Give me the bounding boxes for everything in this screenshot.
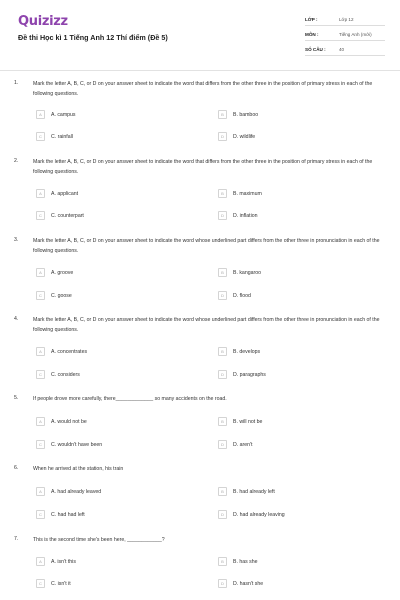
option-letter-box: D: [218, 132, 227, 141]
option-c[interactable]: [36, 510, 85, 519]
option-label: D. aren't: [233, 441, 253, 448]
option-letter-box: B: [218, 487, 227, 496]
option-c[interactable]: [36, 579, 71, 588]
meta-value: Lớp 12: [339, 17, 354, 22]
option-label: A. campus: [51, 111, 76, 118]
question-text: Mark the letter A, B, C, or D on your answer sheet to indicate the word that differs from the other three in the position of primary stress in each of the following questions.: [33, 159, 373, 175]
option-letter-box: B: [218, 347, 227, 356]
option-a[interactable]: [36, 487, 101, 496]
option-letter-box: D: [218, 510, 227, 519]
option-label: A. had already leaved: [51, 488, 102, 495]
option-a[interactable]: [36, 347, 87, 356]
option-letter-box: B: [218, 189, 227, 198]
question-number: 3.: [14, 237, 19, 243]
option-label: A. concentrates: [51, 348, 88, 355]
option-c[interactable]: [36, 132, 73, 141]
option-letter-box: C: [36, 440, 45, 449]
option-label: D. flood: [233, 292, 251, 299]
option-label: D. hasn't she: [233, 580, 264, 587]
option-letter-box: D: [218, 291, 227, 300]
option-letter-box: A: [36, 417, 45, 426]
option-letter-box: A: [36, 487, 45, 496]
meta-label: SỐ CÂU :: [305, 47, 326, 52]
option-c[interactable]: [36, 440, 102, 449]
option-a[interactable]: [36, 557, 76, 566]
question-text: Mark the letter A, B, C, or D on your answer sheet to indicate the word whose underlined part differs from the other three in pronunciation in each of the following questions.: [33, 238, 380, 254]
option-label: B. will not be: [233, 418, 263, 425]
option-letter-box: C: [36, 370, 45, 379]
option-letter-box: B: [218, 417, 227, 426]
option-c[interactable]: [36, 291, 72, 300]
option-letter-box: B: [218, 557, 227, 566]
option-label: C. rainfall: [51, 133, 73, 140]
meta-row-count: [305, 44, 385, 56]
meta-value: 40: [339, 47, 345, 52]
option-label: A. applicant: [51, 190, 79, 197]
question-text: Mark the letter A, B, C, or D on your answer sheet to indicate the word that differs from the other three in the position of primary stress in each of the following questions.: [33, 81, 373, 97]
worksheet-meta: [305, 14, 385, 59]
option-d[interactable]: [218, 370, 266, 379]
option-letter-box: B: [218, 110, 227, 119]
option-label: D. wildlife: [233, 133, 256, 140]
option-label: B. has she: [233, 558, 258, 565]
question-number: 6.: [14, 465, 19, 471]
option-letter-box: A: [36, 557, 45, 566]
option-d[interactable]: [218, 132, 255, 141]
option-label: B. bamboo: [233, 111, 259, 118]
option-letter-box: C: [36, 211, 45, 220]
option-label: C. had had left: [51, 511, 85, 518]
question-text: Mark the letter A, B, C, or D on your answer sheet to indicate the word whose underlined part differs from the other three in pronunciation in each of the following questions.: [33, 317, 380, 333]
option-label: A. groove: [51, 269, 74, 276]
meta-row-subject: [305, 29, 385, 41]
option-letter-box: A: [36, 347, 45, 356]
meta-row-class: [305, 14, 385, 26]
option-b[interactable]: [218, 417, 262, 426]
option-b[interactable]: [218, 557, 258, 566]
question-number: 4.: [14, 316, 19, 322]
option-b[interactable]: [218, 268, 261, 277]
question-number: 7.: [14, 536, 19, 542]
question-number: 2.: [14, 158, 19, 164]
option-label: B. kangaroo: [233, 269, 261, 276]
meta-label: LỚP :: [305, 17, 318, 22]
option-label: A. isn't this: [51, 558, 76, 565]
option-label: C. wouldn't have been: [51, 441, 103, 448]
option-label: D. had already leaving: [233, 511, 285, 518]
option-d[interactable]: [218, 291, 251, 300]
option-letter-box: A: [36, 189, 45, 198]
option-a[interactable]: [36, 189, 78, 198]
option-letter-box: D: [218, 370, 227, 379]
option-letter-box: C: [36, 579, 45, 588]
option-letter-box: A: [36, 268, 45, 277]
option-label: C. goose: [51, 292, 72, 299]
option-a[interactable]: [36, 417, 87, 426]
question-text: If people drove more carefully, there_____________ so many accidents on the road.: [33, 396, 227, 402]
option-letter-box: D: [218, 579, 227, 588]
option-d[interactable]: [218, 440, 252, 449]
option-b[interactable]: [218, 487, 275, 496]
option-letter-box: D: [218, 211, 227, 220]
option-label: A. would not be: [51, 418, 87, 425]
header-divider: [0, 70, 400, 71]
question-number: 1.: [14, 80, 19, 86]
worksheet-title: Đề thi Học kì 1 Tiếng Anh 12 Thí điểm (Đề 5): [18, 33, 168, 42]
question-number: 5.: [14, 395, 19, 401]
option-b[interactable]: [218, 347, 260, 356]
option-c[interactable]: [36, 370, 80, 379]
option-letter-box: C: [36, 291, 45, 300]
option-label: D. inflation: [233, 212, 258, 219]
option-label: C. isn't it: [51, 580, 71, 587]
option-label: B. develops: [233, 348, 261, 355]
quizizz-logo: Quizizz: [18, 14, 68, 29]
option-letter-box: C: [36, 132, 45, 141]
option-label: C. counterpart: [51, 212, 84, 219]
option-a[interactable]: [36, 268, 73, 277]
meta-value: Tiếng Anh (mới): [339, 32, 372, 37]
option-c[interactable]: [36, 211, 84, 220]
option-label: D. paragraphs: [233, 371, 266, 378]
option-b[interactable]: [218, 189, 262, 198]
option-b[interactable]: [218, 110, 258, 119]
option-d[interactable]: [218, 579, 263, 588]
option-letter-box: C: [36, 510, 45, 519]
option-d[interactable]: [218, 510, 285, 519]
option-a[interactable]: [36, 110, 76, 119]
meta-label: MÔN :: [305, 32, 319, 37]
option-letter-box: A: [36, 110, 45, 119]
option-label: C. considers: [51, 371, 80, 378]
option-d[interactable]: [218, 211, 258, 220]
option-letter-box: D: [218, 440, 227, 449]
option-label: B. maximum: [233, 190, 262, 197]
question-text: This is the second time she's been here, ____________?: [33, 537, 165, 543]
option-letter-box: B: [218, 268, 227, 277]
question-text: When he arrived at the station, his train: [33, 466, 124, 472]
option-label: B. had already left: [233, 488, 275, 495]
